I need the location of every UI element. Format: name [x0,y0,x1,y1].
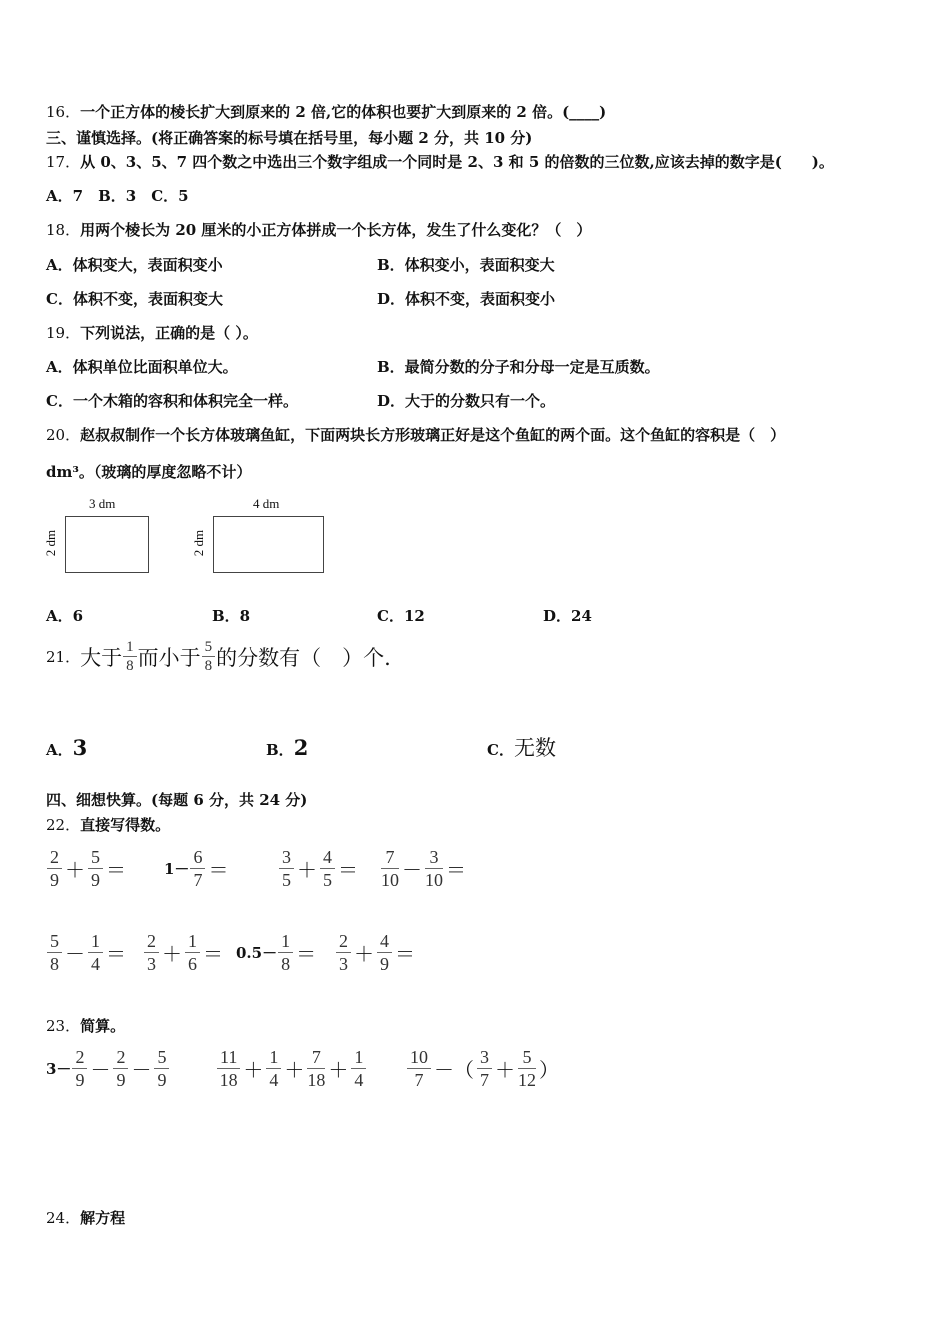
option-b: B．2 [266,735,309,760]
expression: $\frac{2}{9}$ ＋ $\frac{5}{9}$ ＝ [46,846,128,891]
question-number: 20． [46,426,81,444]
question-19 [46,323,258,343]
dimension-label-side: 2 dm [191,529,207,557]
dimension-label-top: 4 dm [253,496,280,511]
option-c: C．体积不变，表面积变大 [46,290,223,308]
question-text: 下列说法，正确的是（ ）。 [80,324,258,342]
expression: $\frac{2}{3}$ ＋ $\frac{1}{6}$ ＝ [143,930,225,975]
question-24 [46,1208,125,1228]
option-a: A．6 [46,607,84,625]
question-20-text-cont: dm³。（玻璃的厚度忽略不计） [46,463,252,481]
question-17 [46,152,834,172]
option-d: D．大于的分数只有一个。 [377,392,556,410]
question-number: 22． [46,816,81,834]
section-4-heading: 四、细想快算。(每题 6 分，共 24 分) [46,791,308,809]
question-18 [46,220,591,240]
section-3-heading: 三、谨慎选择。(将正确答案的标号填在括号里，每小题 2 分，共 10 分) [46,129,533,147]
question-number: 23． [46,1017,81,1035]
expression: $\frac{2}{3}$ ＋ $\frac{4}{9}$ ＝ [335,930,417,975]
question-text: 解方程 [80,1209,126,1227]
question-23 [46,1016,125,1036]
question-21 [46,638,391,675]
question-text-mid: 而小于 [137,645,201,670]
expression: 3－ $\frac{2}{9}$ － $\frac{2}{9}$ － $\frac{5}{9}$ [46,1046,170,1091]
question-text-pre: 大于 [80,645,123,670]
option-b: B．8 [212,607,251,625]
option-c: C．无数 [487,736,556,760]
question-text-post: 的分数有（ ）个. [216,645,391,670]
expression: $\frac{3}{5}$ ＋ $\frac{4}{5}$ ＝ [278,846,360,891]
option-d: D．体积不变，表面积变小 [377,290,556,308]
question-text: 从 0、3、5、7 四个数之中选出三个数字组成一个同时是 2、3 和 5 的倍数的三位数,应该去掉的数字是( )。 [80,153,834,171]
expression: $\frac{5}{8}$ － $\frac{1}{4}$ ＝ [46,930,128,975]
dimension-label-top: 3 dm [89,496,116,511]
question-text: 用两个棱长为 20 厘米的小正方体拼成一个长方体，发生了什么变化？（ ） [80,221,592,239]
question-22 [46,815,170,835]
option-b: B．最简分数的分子和分母一定是互质数。 [377,358,660,376]
question-number: 18． [46,221,81,239]
option-c: C．12 [377,607,425,625]
option-b: B．体积变小，表面积变大 [377,256,555,274]
rectangle [65,516,149,573]
question-text: 赵叔叔制作一个长方体玻璃鱼缸，下面两块长方形玻璃正好是这个鱼缸的两个面。这个鱼缸的容积是（ ） [80,426,786,444]
question-20 [46,425,785,445]
option-d: D．24 [543,607,592,625]
question-number: 21． [46,648,81,666]
question-16 [46,102,606,122]
question-number: 24． [46,1209,81,1227]
option-a: A．3 [46,735,88,760]
option-c: C．一个木箱的容积和体积完全一样。 [46,392,298,410]
question-number: 16． [46,103,81,121]
expression: 0.5－ $\frac{1}{8}$ ＝ [236,931,317,974]
expression: $\frac{10}{7}$ －（ $\frac{3}{7}$ ＋ $\frac{5}{12}$ ） [406,1046,561,1091]
option-a: A．体积变大，表面积变小 [46,256,223,274]
question-text: 简算。 [80,1017,126,1035]
fraction: $\frac{1}{8}$ [123,638,137,675]
rectangle [213,516,324,573]
expression: $\frac{7}{10}$ － $\frac{3}{10}$ ＝ [381,847,466,890]
fraction: $\frac{5}{8}$ [202,638,216,675]
dimension-label-side: 2 dm [43,529,59,557]
question-number: 19． [46,324,81,342]
expression: $\frac{11}{18}$ ＋ $\frac{1}{4}$ ＋ $\frac{7}{18}$ ＋ $\frac{1}{4}$ [216,1046,367,1091]
question-text: 直接写得数。 [80,816,171,834]
question-text: 一个正方体的棱长扩大到原来的 2 倍,它的体积也要扩大到原来的 2 倍。(____) [80,103,607,121]
expression: 1－ $\frac{6}{7}$ ＝ [164,847,229,890]
option-a: A．体积单位比面积单位大。 [46,358,238,376]
question-number: 17． [46,153,81,171]
question-17-options: A．7 B．3 C．5 [46,187,189,205]
